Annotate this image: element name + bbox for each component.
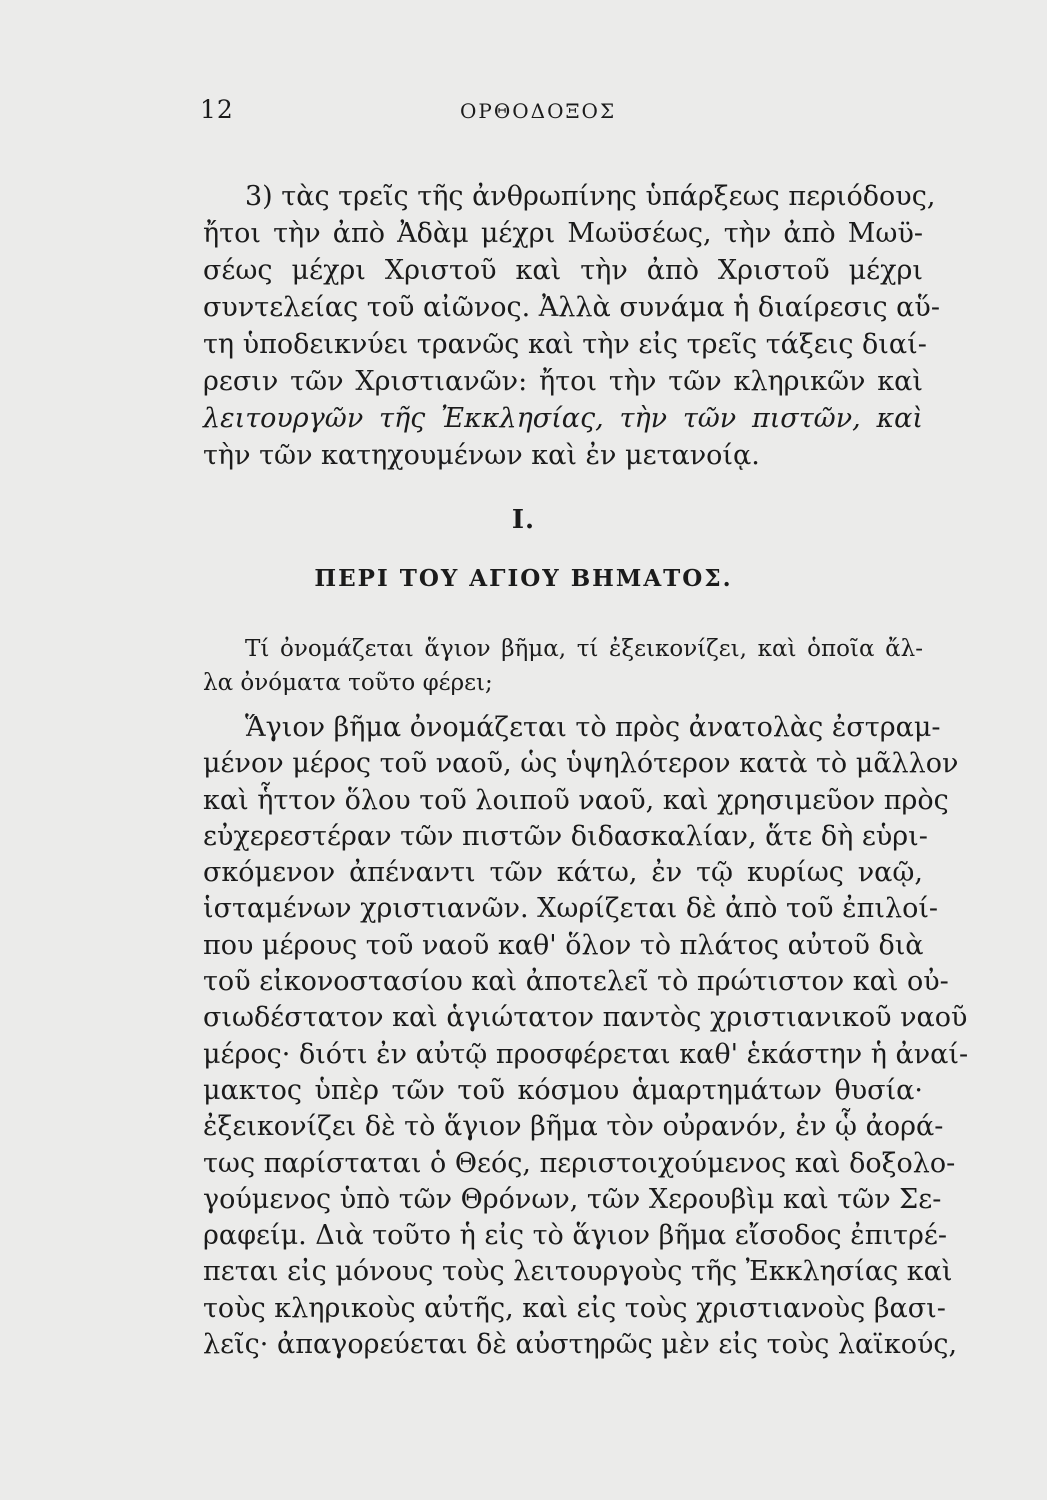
- text-line: τὴν τῶν κατηχουμένων καὶ ἐν μετανοίᾳ.: [203, 440, 760, 471]
- text-line: ἤτοι τὴν ἀπὸ Ἀδὰμ μέχρι Μωϋσέως, τὴν ἀπὸ Μωϋ-: [203, 218, 923, 249]
- text-line: γούμενος ὑπὸ τῶν Θρόνων, τῶν Χερουβὶμ καὶ τῶν Σε-: [203, 1183, 942, 1215]
- text-line: σιωδέστατον καὶ ἁγιώτατον παντὸς χριστιανικοῦ ναοῦ: [203, 1002, 968, 1034]
- text-line: τη ὑποδεικνύει τρανῶς καὶ τὴν εἰς τρεῖς τάξεις διαί-: [203, 329, 927, 360]
- text-line: καὶ ἧττον ὅλου τοῦ λοιποῦ ναοῦ, καὶ χρησιμεῦον πρὸς: [203, 784, 949, 816]
- question-line: λα ὀνόματα τοῦτο φέρει;: [203, 670, 493, 696]
- text-line: ρεσιν τῶν Χριστιανῶν: ἤτοι τὴν τῶν κληρικῶν καὶ: [203, 366, 923, 397]
- text-line: μέρος· διότι ἐν αὐτῷ προσφέρεται καθ' ἑκάστην ἡ ἀναί-: [203, 1038, 969, 1070]
- text-line: εὐχερεστέραν τῶν πιστῶν διδασκαλίαν, ἅτε δὴ εὑρι-: [203, 820, 928, 852]
- text-line: σκόμενον ἀπέναντι τῶν κάτω, ἐν τῷ κυρίως ναῷ,: [203, 857, 923, 889]
- section-title: ΠΕΡΙ ΤΟΥ ΑΓΙΟΥ ΒΗΜΑΤΟΣ.: [314, 565, 733, 592]
- text-line: τοὺς κληρικοὺς αὐτῆς, καὶ εἰς τοὺς χριστιανοὺς βασι-: [203, 1292, 946, 1324]
- text-line: λεῖς· ἀπαγορεύεται δὲ αὐστηρῶς μὲν εἰς τοὺς λαϊκούς,: [203, 1329, 958, 1361]
- text-line: 3) τὰς τρεῖς τῆς ἀνθρωπίνης ὑπάρξεως περιόδους,: [245, 181, 936, 212]
- text-line: λειτουργῶν τῆς Ἐκκλησίας, τὴν τῶν πιστῶν, καὶ: [203, 403, 923, 434]
- question-paragraph: [203, 632, 923, 700]
- question-line: Τί ὀνομάζεται ἅγιον βῆμα, τί ἐξεικονίζει, καὶ ὁποῖα ἄλ-: [245, 636, 923, 662]
- answer-paragraph: [203, 710, 969, 1363]
- text-line: ἐξεικονίζει δὲ τὸ ἅγιον βῆμα τὸν οὐρανόν, ἐν ᾧ ἀορά-: [203, 1111, 944, 1143]
- text-line: σέως μέχρι Χριστοῦ καὶ τὴν ἀπὸ Χριστοῦ μέχρι: [203, 255, 923, 286]
- text-line: μένον μέρος τοῦ ναοῦ, ὡς ὑψηλότερον κατὰ τὸ μᾶλλον: [203, 748, 959, 780]
- text-line: ραφείμ. Διὰ τοῦτο ἡ εἰς τὸ ἅγιον βῆμα εἴσοδος ἐπιτρέ-: [203, 1220, 947, 1252]
- text-line: πεται εἰς μόνους τοὺς λειτουργοὺς τῆς Ἐκκλησίας καὶ: [203, 1256, 953, 1288]
- text-line: μακτος ὑπὲρ τῶν τοῦ κόσμου ἁμαρτημάτων θυσία·: [203, 1074, 923, 1106]
- text-line: τως παρίσταται ὁ Θεός, περιστοιχούμενος καὶ δοξολο-: [203, 1147, 956, 1179]
- paragraph-trinity-periods: [203, 178, 940, 474]
- running-title: ΟΡΘΟΔΟΞΟΣ: [460, 99, 617, 123]
- text-line: που μέρους τοῦ ναοῦ καθ' ὅλον τὸ πλάτος αὐτοῦ διὰ: [203, 929, 924, 961]
- text-line: Ἅγιον βῆμα ὀνομάζεται τὸ πρὸς ἀνατολὰς ἐστραμ-: [245, 712, 941, 743]
- text-line: συντελείας τοῦ αἰῶνος. Ἀλλὰ συνάμα ἡ διαίρεσις αὕ-: [203, 292, 940, 323]
- page-header: [200, 95, 900, 135]
- page-number: 12: [200, 95, 234, 124]
- text-line: ἱσταμένων χριστιανῶν. Χωρίζεται δὲ ἀπὸ τοῦ ἐπιλοί-: [203, 893, 939, 925]
- section-number: Ι.: [511, 505, 536, 535]
- text-line: τοῦ εἰκονοστασίου καὶ ἀποτελεῖ τὸ πρώτιστον καὶ οὐ-: [203, 966, 949, 998]
